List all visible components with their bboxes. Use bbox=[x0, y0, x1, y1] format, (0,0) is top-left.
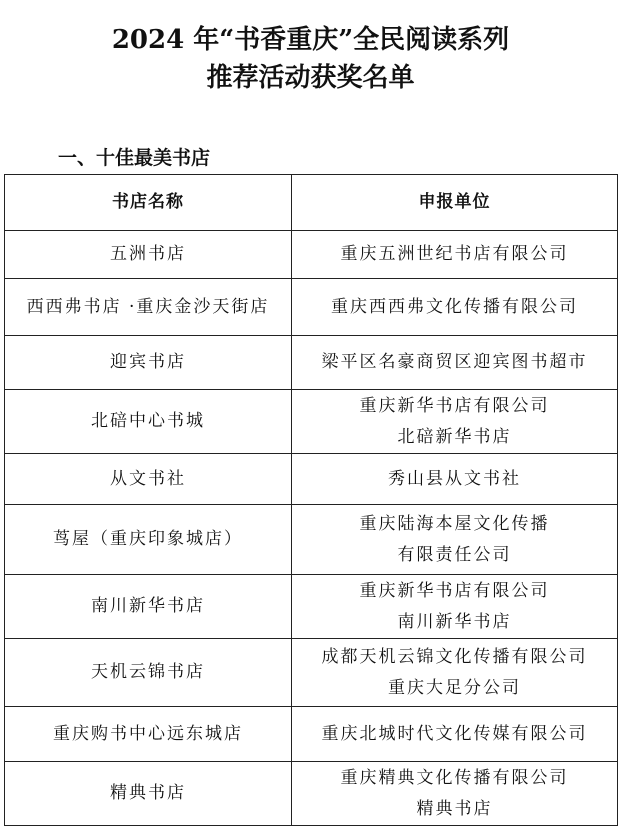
applicant-unit-line: 重庆精典文化传播有限公司 bbox=[340, 767, 569, 788]
store-name-cell: 重庆购书中心远东城店 bbox=[5, 707, 292, 762]
table-row bbox=[5, 279, 618, 336]
applicant-unit-line: 成都天机云锦文化传播有限公司 bbox=[321, 646, 588, 667]
applicant-unit-line: 重庆北城时代文化传媒有限公司 bbox=[321, 723, 588, 744]
table-row bbox=[5, 639, 618, 707]
applicant-unit-line: 重庆新华书店有限公司 bbox=[359, 580, 550, 601]
applicant-unit-line: 有限责任公司 bbox=[397, 544, 512, 565]
applicant-unit-cell bbox=[292, 231, 618, 279]
table-row bbox=[5, 707, 618, 762]
document-title-line-1: 2024 年“书香重庆”全民阅读系列 bbox=[111, 25, 510, 55]
store-name-cell: 五洲书店 bbox=[5, 231, 292, 279]
store-name-cell: 精典书店 bbox=[5, 762, 292, 826]
applicant-unit-cell bbox=[292, 505, 618, 575]
store-name-cell: 从文书社 bbox=[5, 454, 292, 505]
applicant-unit-cell bbox=[292, 336, 618, 390]
table-row bbox=[5, 505, 618, 575]
applicant-unit-line: 重庆五洲世纪书店有限公司 bbox=[340, 244, 569, 264]
table-row bbox=[5, 336, 618, 390]
table-row bbox=[5, 575, 618, 639]
store-name-cell: 西西弗书店 ·重庆金沙天街店 bbox=[5, 279, 292, 336]
table-row bbox=[5, 454, 618, 505]
applicant-unit-cell bbox=[292, 454, 618, 505]
applicant-unit-cell bbox=[292, 279, 618, 336]
section-heading: 一、十佳最美书店 bbox=[58, 147, 211, 169]
applicant-unit-line: 重庆陆海本屋文化传播 bbox=[359, 513, 550, 534]
applicant-unit-cell bbox=[292, 762, 618, 826]
store-name-cell: 南川新华书店 bbox=[5, 575, 292, 639]
applicant-unit-line: 精典书店 bbox=[416, 798, 493, 819]
applicant-unit-line: 北碚新华书店 bbox=[397, 426, 512, 447]
applicant-unit-cell bbox=[292, 707, 618, 762]
applicant-unit-line: 南川新华书店 bbox=[397, 611, 512, 632]
awards-table bbox=[4, 174, 618, 826]
table-header-row bbox=[5, 175, 618, 231]
applicant-unit-line: 重庆西西弗文化传播有限公司 bbox=[331, 296, 578, 317]
store-name-cell: 天机云锦书店 bbox=[5, 639, 292, 707]
applicant-unit-cell bbox=[292, 575, 618, 639]
applicant-unit-line: 重庆新华书店有限公司 bbox=[359, 395, 550, 416]
table-row bbox=[5, 231, 618, 279]
applicant-unit-line: 秀山县从文书社 bbox=[388, 468, 521, 489]
table-row bbox=[5, 390, 618, 454]
applicant-unit-line: 重庆大足分公司 bbox=[388, 677, 521, 698]
store-name-cell: 茑屋（重庆印象城店） bbox=[5, 505, 292, 575]
applicant-unit-cell bbox=[292, 639, 618, 707]
column-header-store-name: 书店名称 bbox=[5, 175, 292, 231]
store-name-cell: 迎宾书店 bbox=[5, 336, 292, 390]
applicant-unit-line: 梁平区名豪商贸区迎宾图书超市 bbox=[321, 352, 588, 372]
column-header-applicant-unit: 申报单位 bbox=[292, 175, 618, 231]
store-name-cell: 北碚中心书城 bbox=[5, 390, 292, 454]
document-title-line-2: 推荐活动获奖名单 bbox=[206, 63, 415, 93]
table-row bbox=[5, 762, 618, 826]
applicant-unit-cell bbox=[292, 390, 618, 454]
